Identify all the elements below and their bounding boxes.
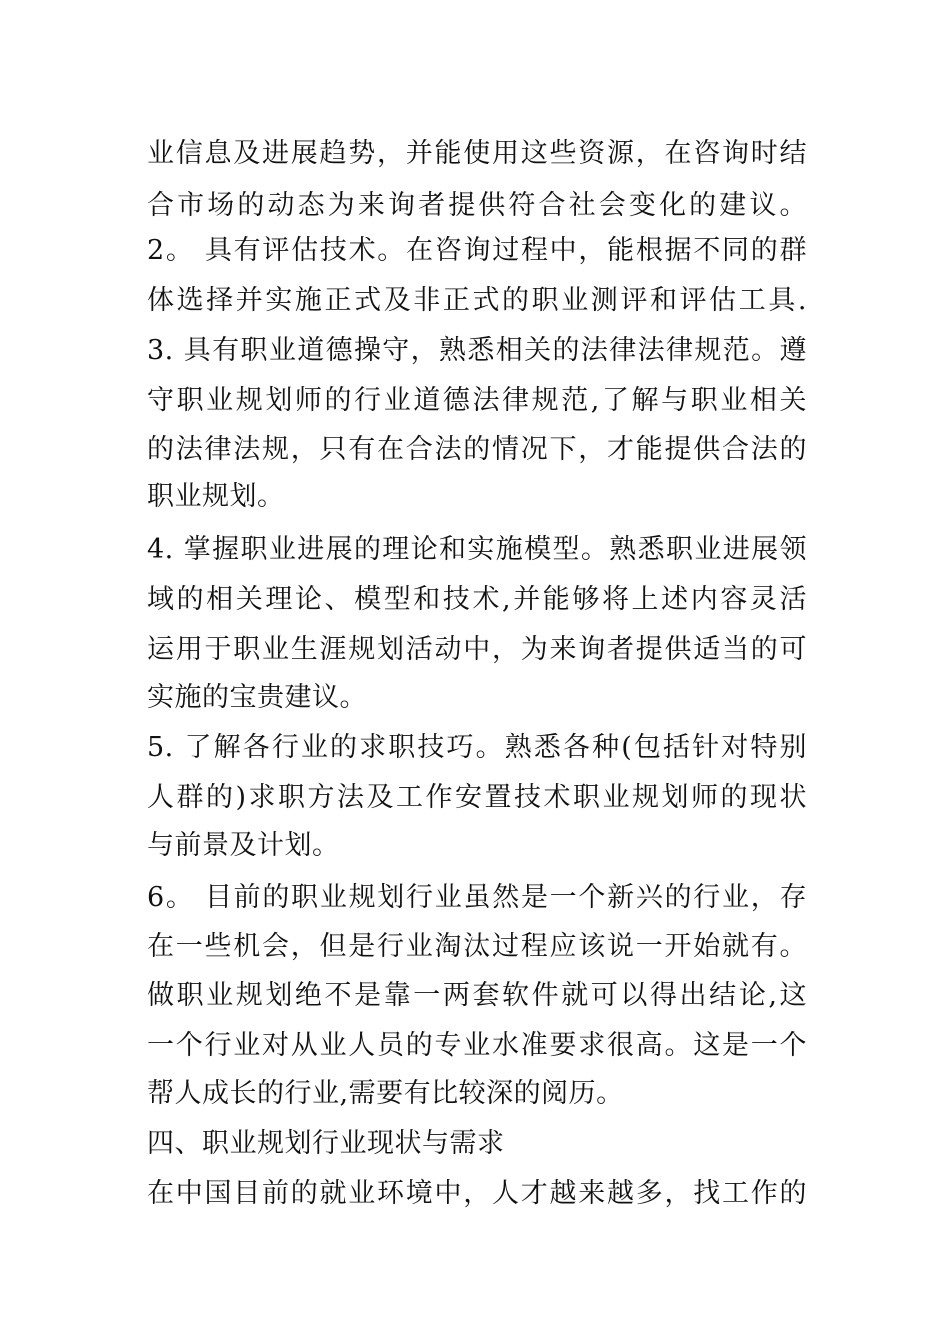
text-line: 合市场的动态为来询者提供符合社会变化的建议。	[147, 190, 807, 221]
text-line: 4. 掌握职业进展的理论和实施模型。熟悉职业进展领	[147, 534, 807, 565]
text-line: 体选择并实施正式及非正式的职业测评和评估工具.	[147, 285, 807, 316]
text-line: 人群的)求职方法及工作安置技术职业规划师的现状	[147, 782, 807, 813]
text-line: 的法律法规，只有在合法的情况下，才能提供合法的	[147, 434, 807, 465]
text-line: 在一些机会，但是行业淘汰过程应该说一开始就有。	[147, 931, 807, 962]
text-line: 5. 了解各行业的求职技巧。熟悉各种(包括针对特别	[147, 732, 807, 763]
text-line: 运用于职业生涯规划活动中，为来询者提供适当的可	[147, 634, 807, 665]
text-line: 实施的宝贵建议。	[147, 682, 367, 713]
text-line: 3. 具有职业道德操守，熟悉相关的法律法律规范。遵	[147, 335, 807, 366]
text-line: 2。 具有评估技术。在咨询过程中，能根据不同的群	[147, 235, 807, 266]
text-line: 6。 目前的职业规划行业虽然是一个新兴的行业，存	[147, 882, 807, 913]
section-heading: 四、职业规划行业现状与需求	[147, 1128, 505, 1159]
text-line: 域的相关理论、模型和技术,并能够将上述内容灵活	[147, 584, 807, 615]
text-line: 业信息及进展趋势，并能使用这些资源，在咨询时结	[147, 138, 807, 169]
text-line: 帮人成长的行业,需要有比较深的阅历。	[147, 1078, 624, 1109]
text-line: 在中国目前的就业环境中，人才越来越多，找工作的	[147, 1178, 807, 1209]
text-line: 守职业规划师的行业道德法律规范,了解与职业相关	[147, 385, 807, 416]
text-line: 一个行业对从业人员的专业水准要求很高。这是一个	[147, 1030, 807, 1061]
text-line: 做职业规划绝不是靠一两套软件就可以得出结论,这	[147, 980, 807, 1011]
text-line: 职业规划。	[147, 481, 285, 512]
text-line: 与前景及计划。	[147, 830, 340, 861]
